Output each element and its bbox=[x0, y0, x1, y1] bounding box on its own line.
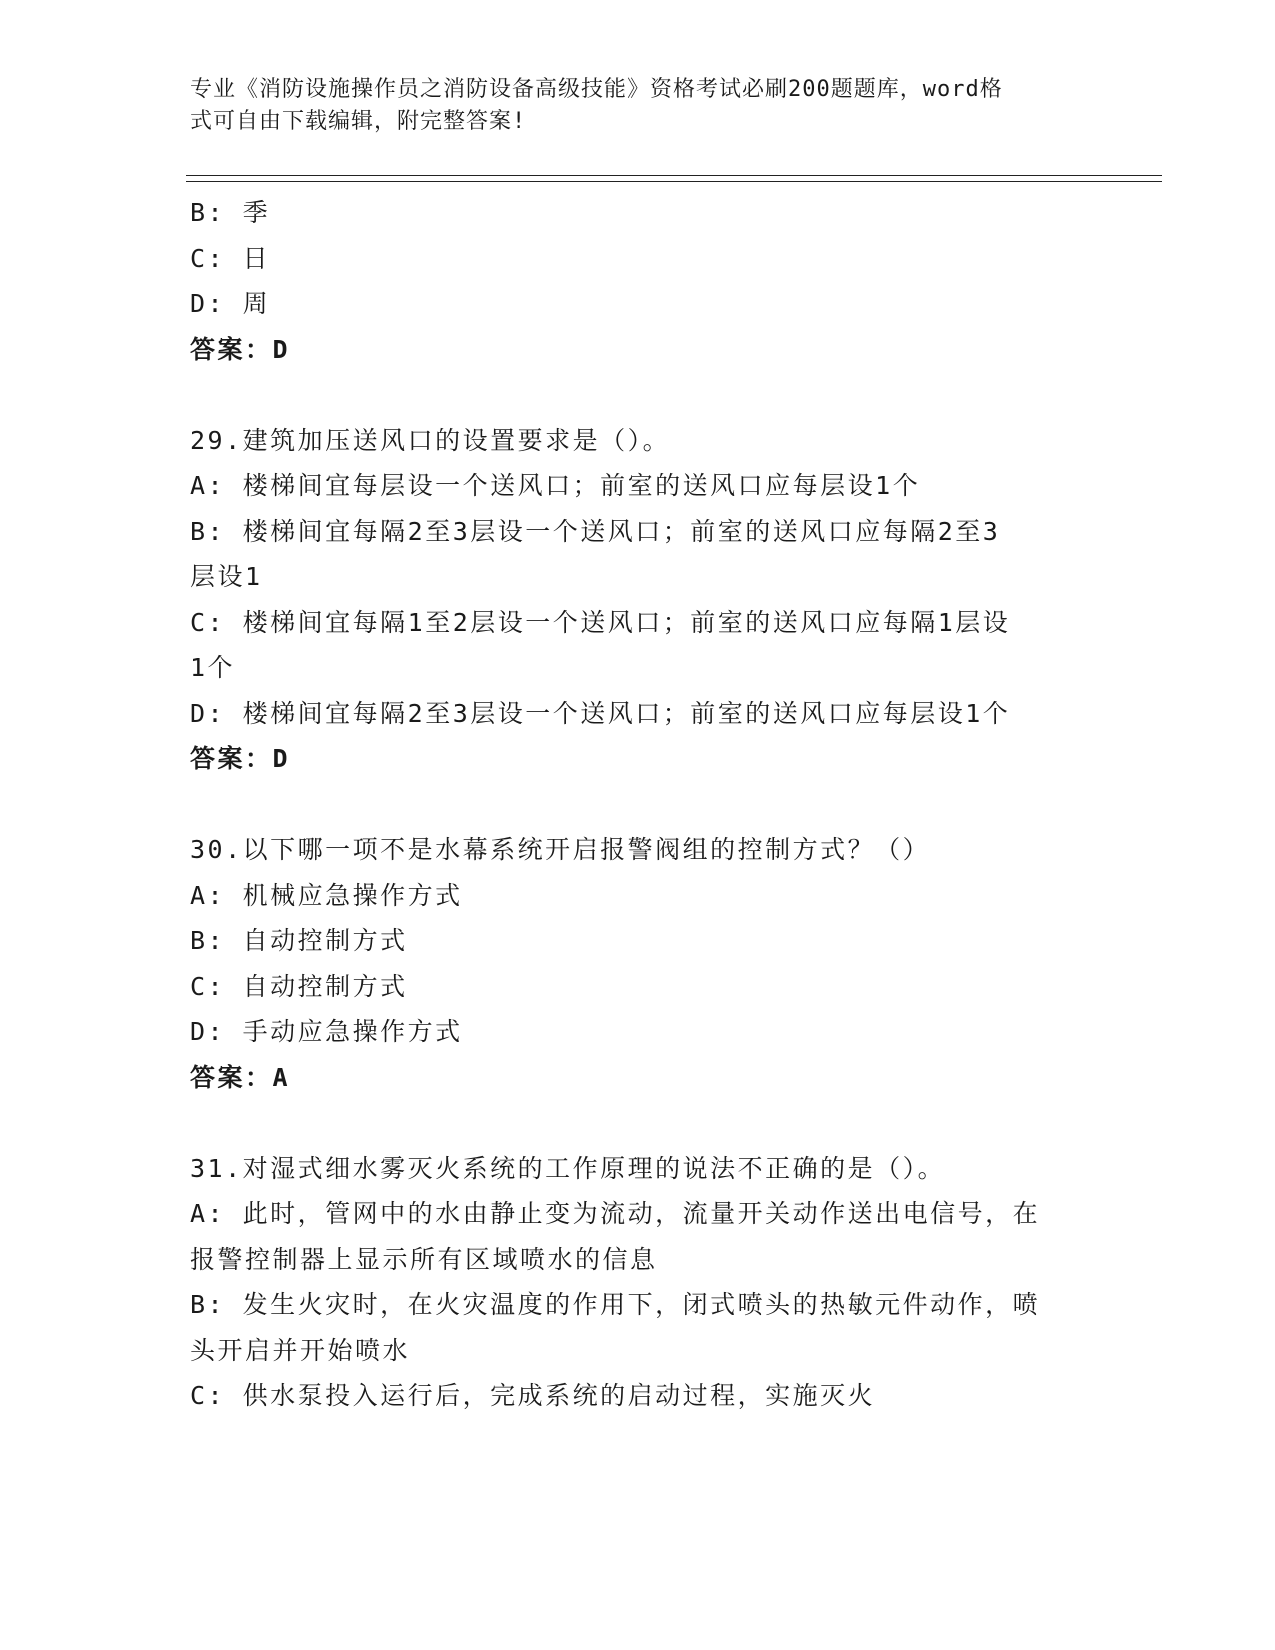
question-list bbox=[190, 190, 1090, 1419]
option-a: A: 楼梯间宜每层设一个送风口；前室的送风口应每层设1个 bbox=[190, 471, 921, 500]
option-c-continued: 1个 bbox=[190, 653, 236, 682]
document-header bbox=[190, 74, 1070, 138]
question-stem: 29.建筑加压送风口的设置要求是（）。 bbox=[190, 425, 671, 455]
header-divider-bottom bbox=[186, 181, 1162, 182]
option-a-continued: 报警控制器上显示所有区域喷水的信息 bbox=[190, 1244, 658, 1274]
option-c: C: 楼梯间宜每隔1至2层设一个送风口；前室的送风口应每隔1层设 bbox=[190, 607, 1011, 637]
answer-line: 答案：D bbox=[190, 334, 291, 364]
option-b: B: 自动控制方式 bbox=[190, 926, 408, 955]
option-d: D: 楼梯间宜每隔2至3层设一个送风口；前室的送风口应每层设1个 bbox=[190, 698, 1011, 728]
question-spacer bbox=[190, 782, 1090, 828]
option-d: D: 手动应急操作方式 bbox=[190, 1017, 463, 1046]
question-31 bbox=[190, 1146, 1090, 1419]
header-line-2: 式可自由下载编辑，附完整答案! bbox=[190, 109, 527, 134]
question-stem: 31.对湿式细水雾灭火系统的工作原理的说法不正确的是（）。 bbox=[190, 1153, 946, 1183]
answer-line: 答案：A bbox=[190, 1062, 291, 1092]
option-b: B: 楼梯间宜每隔2至3层设一个送风口；前室的送风口应每隔2至3 bbox=[190, 516, 1001, 546]
option-c: C: 自动控制方式 bbox=[190, 971, 408, 1001]
header-divider-top bbox=[186, 175, 1162, 176]
question-stem: 30.以下哪一项不是水幕系统开启报警阀组的控制方式？（） bbox=[190, 835, 931, 864]
question-spacer bbox=[190, 372, 1090, 418]
option-b-continued: 头开启并开始喷水 bbox=[190, 1335, 411, 1365]
option-c: C: 日 bbox=[190, 243, 271, 273]
option-a: A: 此时，管网中的水由静止变为流动，流量开关动作送出电信号，在 bbox=[190, 1199, 1041, 1228]
option-a: A: 机械应急操作方式 bbox=[190, 880, 463, 910]
question-29 bbox=[190, 418, 1090, 782]
option-c: C: 供水泵投入运行后，完成系统的启动过程，实施灭火 bbox=[190, 1381, 876, 1410]
option-d: D: 周 bbox=[190, 289, 271, 318]
header-line-1: 专业《消防设施操作员之消防设备高级技能》资格考试必刷200题题库，word格 bbox=[190, 77, 1003, 102]
option-b: B: 发生火灾时，在火灾温度的作用下，闭式喷头的热敏元件动作，喷 bbox=[190, 1290, 1041, 1319]
option-b: B: 季 bbox=[190, 198, 271, 227]
question-spacer bbox=[190, 1100, 1090, 1146]
previous-question-tail bbox=[190, 190, 1090, 372]
option-b-continued: 层设1 bbox=[190, 562, 263, 591]
question-30 bbox=[190, 827, 1090, 1100]
answer-line: 答案：D bbox=[190, 744, 291, 773]
